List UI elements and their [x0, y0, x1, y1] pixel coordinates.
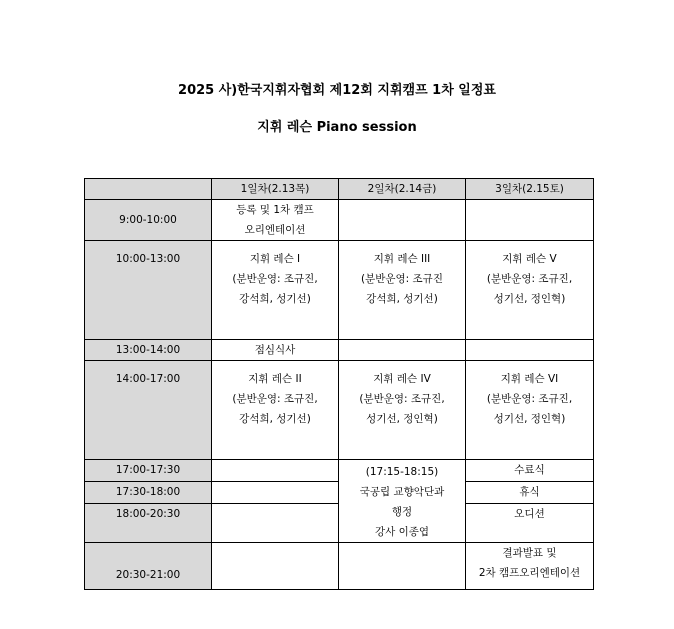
time-cell: 13:00-14:00 — [85, 340, 212, 361]
cell-line: 지휘 레슨 II — [248, 373, 302, 385]
schedule-table — [84, 178, 594, 590]
cell-line: 지휘 레슨 VI — [500, 373, 559, 385]
empty-cell — [212, 460, 339, 482]
table-row — [85, 543, 594, 590]
empty-cell — [339, 543, 466, 590]
cell-line: (분반운영: 조규진 — [361, 273, 443, 285]
day3-lesson-am — [466, 241, 594, 340]
cell-line: (17:15-18:15) — [365, 466, 439, 478]
time-cell: 17:00-17:30 — [85, 460, 212, 482]
empty-cell — [212, 503, 339, 542]
time-cell: 10:00-13:00 — [85, 241, 212, 340]
day1-orientation — [212, 200, 339, 241]
empty-cell — [212, 481, 339, 503]
corner-cell — [85, 179, 212, 200]
day2-lecture — [339, 460, 466, 543]
cell-line: (분반운영: 조규진, — [232, 393, 318, 405]
empty-cell — [212, 543, 339, 590]
time-cell: 14:00-17:00 — [85, 361, 212, 460]
day1-header: 1일차(2.13목) — [212, 179, 339, 200]
table-row — [85, 241, 594, 340]
table-row — [85, 361, 594, 460]
header-row — [85, 179, 594, 200]
time-cell: 9:00-10:00 — [85, 200, 212, 241]
day1-lesson-pm — [212, 361, 339, 460]
empty-cell — [466, 200, 594, 241]
day3-break: 휴식 — [466, 481, 594, 503]
time-cell: 20:30-21:00 — [85, 543, 212, 590]
cell-line: 강석희, 성기선) — [239, 413, 311, 425]
cell-line: 등록 및 1차 캠프 — [236, 204, 314, 216]
time-cell: 17:30-18:00 — [85, 481, 212, 503]
cell-line: 성기선, 정인혁) — [366, 413, 438, 425]
table-row — [85, 460, 594, 482]
day3-header: 3일차(2.15토) — [466, 179, 594, 200]
day2-lesson-am — [339, 241, 466, 340]
page-subtitle: 지휘 레슨 Piano session — [257, 120, 417, 135]
cell-line: 지휘 레슨 III — [373, 253, 431, 265]
table-row — [85, 200, 594, 241]
day3-completion: 수료식 — [466, 460, 594, 482]
empty-cell — [339, 200, 466, 241]
empty-cell — [466, 340, 594, 361]
empty-cell — [339, 340, 466, 361]
cell-line: (분반운영: 조규진, — [232, 273, 318, 285]
table-row — [85, 340, 594, 361]
day1-lesson-am — [212, 241, 339, 340]
day2-header: 2일차(2.14금) — [339, 179, 466, 200]
cell-line: 국공립 교향악단과 — [359, 486, 445, 498]
cell-line: 행정 — [391, 506, 413, 518]
cell-line: 성기선, 정인혁) — [493, 413, 566, 425]
day1-lunch: 점심식사 — [212, 340, 339, 361]
day3-lesson-pm — [466, 361, 594, 460]
cell-line: 2차 캠프오리엔테이션 — [478, 567, 581, 579]
cell-line: 강사 이종엽 — [374, 526, 430, 538]
page-title: 2025 사)한국지휘자협회 제12회 지휘캠프 1차 일정표 — [178, 83, 496, 98]
day3-results — [466, 543, 594, 590]
day2-lesson-pm — [339, 361, 466, 460]
cell-line: 지휘 레슨 I — [249, 253, 301, 265]
cell-line: (분반운영: 조규진, — [359, 393, 445, 405]
cell-line: 지휘 레슨 V — [502, 253, 557, 265]
cell-line: 성기선, 정인혁) — [493, 293, 566, 305]
cell-line: 오리엔테이션 — [244, 224, 306, 236]
day3-audition: 오디션 — [466, 503, 594, 542]
cell-line: (분반운영: 조규진, — [486, 273, 573, 285]
time-cell: 18:00-20:30 — [85, 503, 212, 542]
cell-line: 강석희, 성기선) — [366, 293, 438, 305]
cell-line: 강석희, 성기선) — [239, 293, 311, 305]
cell-line: (분반운영: 조규진, — [486, 393, 573, 405]
cell-line: 지휘 레슨 IV — [373, 373, 431, 385]
cell-line: 결과발표 및 — [502, 547, 557, 559]
